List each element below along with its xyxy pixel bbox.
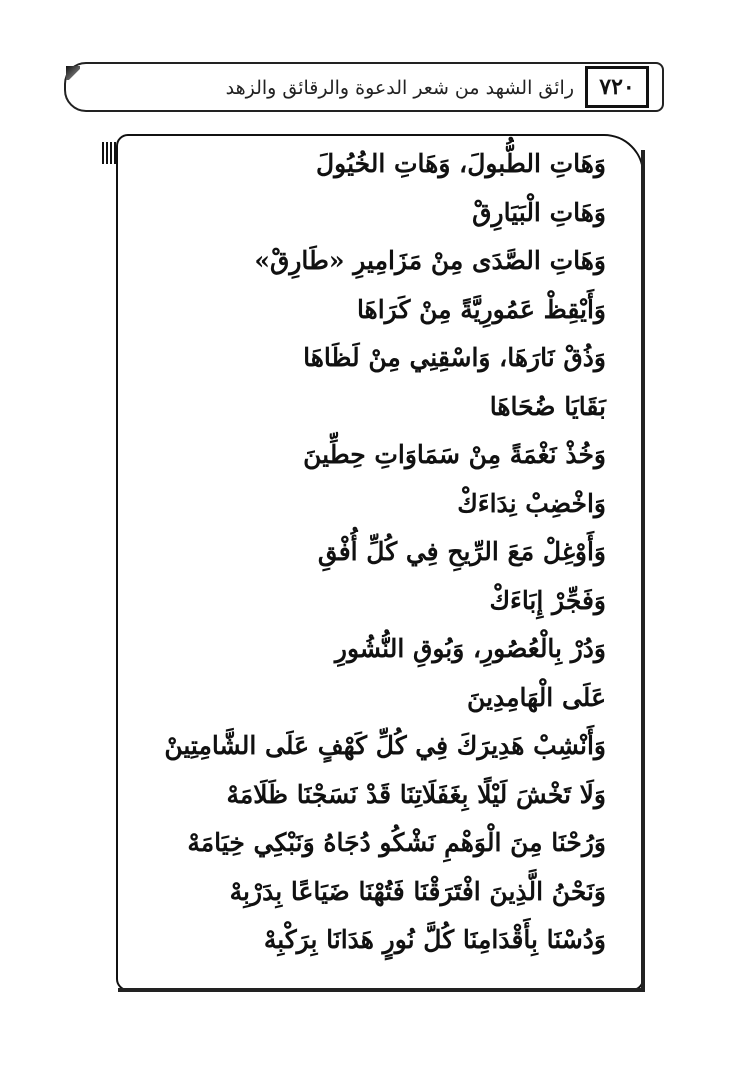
header-ornament-icon [66,66,80,80]
frame-shadow-right [641,150,645,992]
frame-shadow-bottom [118,988,644,992]
poem-line: وَلَا تَخْشَ لَيْلًا بِغَفَلَاتِنَا قَدْ نَسَجْنَا ظَلَامَهْ [226,779,606,809]
poem-line: وَنَحْنُ الَّذِينَ افْتَرَقْنَا فَتُهْنَا ضَيَاعًا بِدَرْبِهْ [229,876,606,906]
running-title: رائق الشهد من شعر الدعوة والرقائق والزهد [225,77,574,99]
poem-line: وَهَاتِ الْبَيَارِقْ [472,197,606,227]
content-corner-ornament-icon [102,142,118,164]
poem-line: وَأَنْشِبْ هَدِيرَكَ فِي كُلِّ كَهْفٍ عَلَى الشَّامِتِينْ [164,731,606,760]
poem-line: بَقَايَا ضُحَاهَا [489,391,606,421]
poem-line: وَخُذْ نَغْمَةً مِنْ سَمَاوَاتِ حِطِّينَ [303,440,606,469]
poem-line: وَهَاتِ الصَّدَى مِنْ مَزَامِيرِ «طَارِقْ» [254,246,606,275]
poem-line: وَدُسْنَا بِأَقْدَامِنَا كُلَّ نُورٍ هَدَانَا بِرَكْبِهْ [263,925,606,954]
poem-line: وَفَجِّرْ إِبَاءَكْ [489,585,606,615]
poem [146,140,606,965]
poem-line: وَأَوْغِلْ مَعَ الرِّيحِ فِي كُلِّ أُفْقِ [317,537,606,566]
page-number: ٧٢٠ [585,66,649,108]
poem-line: وَهَاتِ الطُّبولَ، وَهَاتِ الخُيُولَ [315,149,606,178]
poem-line: عَلَى الْهَامِدِينَ [467,682,606,712]
poem-line: وَاخْضِبْ نِدَاءَكْ [457,488,606,518]
poem-line: وَرُحْنَا مِنَ الْوَهْمِ نَشْكُو دُجَاهُ وَنَبْكِي خِيَامَهْ [187,828,606,857]
poem-line: وَأَيْقِظْ عَمُورِيَّةً مِنْ كَرَاهَا [356,294,606,324]
poem-line: وَذُقْ نَارَهَا، وَاسْقِنِي مِنْ لَظَاهَا [303,343,606,372]
poem-line: وَدُرْ بِالْعُصُورِ، وَبُوقِ النُّشُورِ [334,634,606,663]
